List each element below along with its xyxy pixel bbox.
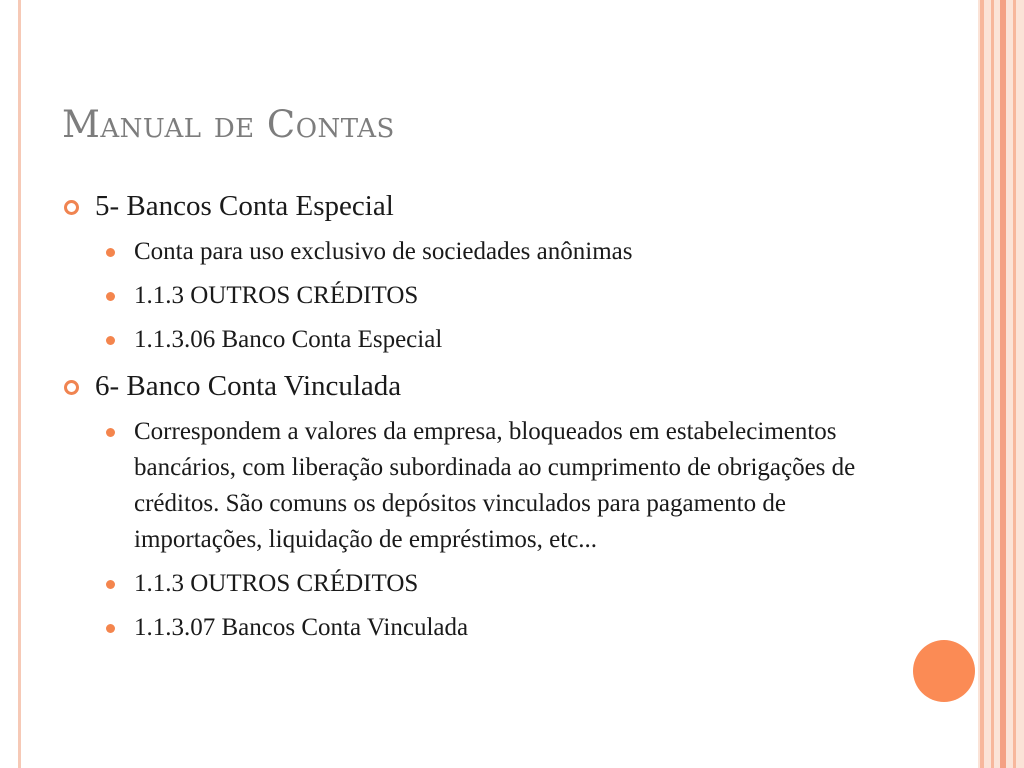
section-heading-text: 5- Bancos Conta Especial	[95, 190, 394, 222]
section-heading	[62, 366, 902, 406]
right-stripe	[1000, 0, 1006, 768]
list-item	[62, 566, 902, 602]
list-item-text: 1.1.3.07 Bancos Conta Vinculada	[134, 614, 469, 641]
list-item	[62, 278, 902, 314]
slide-title: Manual de Contas	[62, 103, 395, 146]
right-stripe	[991, 0, 994, 768]
list-item	[62, 234, 902, 270]
slide-content	[62, 186, 902, 654]
dot-bullet-icon	[106, 428, 115, 437]
right-stripe	[1013, 0, 1016, 768]
list-item	[62, 322, 902, 358]
left-border-rule	[18, 0, 21, 768]
dot-bullet-icon	[106, 292, 115, 301]
dot-bullet-icon	[106, 580, 115, 589]
list-item-text: Conta para uso exclusivo de sociedades anônimas	[134, 238, 633, 265]
decorative-circle	[913, 640, 975, 702]
dot-bullet-icon	[106, 624, 115, 633]
section-heading-text: 6- Banco Conta Vinculada	[95, 370, 402, 402]
dot-bullet-icon	[106, 248, 115, 257]
ring-bullet-icon	[64, 380, 79, 395]
list-item-text: 1.1.3 OUTROS CRÉDITOS	[134, 570, 419, 597]
list-item	[62, 610, 902, 646]
list-item-text: 1.1.3 OUTROS CRÉDITOS	[134, 282, 419, 309]
list-item	[62, 414, 902, 558]
list-item-text: 1.1.3.06 Banco Conta Especial	[134, 326, 443, 353]
dot-bullet-icon	[106, 336, 115, 345]
right-stripe	[980, 0, 984, 768]
ring-bullet-icon	[64, 200, 79, 215]
section-heading	[62, 186, 902, 226]
list-item-text: Correspondem a valores da empresa, bloqueados em estabelecimentos bancários, com liberação subordinada ao cumprimento de obrigações de créditos. São comuns os depósitos vinculados para pagamento de importações, liquidação de empréstimos, etc...	[134, 418, 856, 553]
